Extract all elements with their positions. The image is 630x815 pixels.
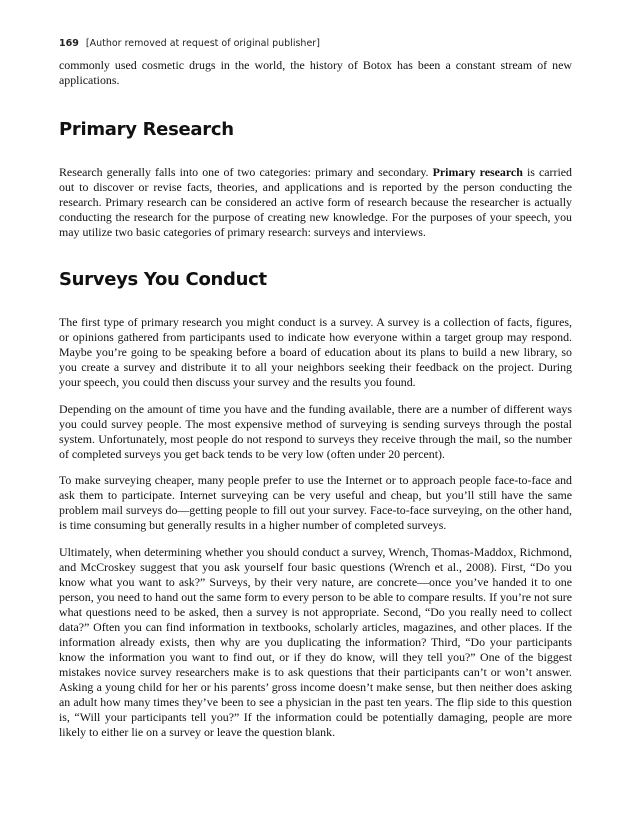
primary-research-paragraph xyxy=(59,165,572,240)
paragraph-text: is carried out to discover or revise facts, theories, and applications and is reported by the person conducting the research. Primary research can be considered an active form of research because the researcher is actually conducting the research for the purpose of creating new knowledge. For the purposes of your speech, you may utilize two basic categories of primary research: surveys and interviews. xyxy=(59,165,572,239)
section-heading-primary-research: Primary Research xyxy=(59,119,234,140)
survey-paragraph-3: To make surveying cheaper, many people prefer to use the Internet or to approach people face-to-face and ask them to participate. Internet surveying can be very useful and cheap, but you’ll still have the same problem mail surveys do—getting people to fill out your survey. Face-to-face surveying, on the other hand, is time consuming but generally results in a higher number of completed surveys. xyxy=(59,473,572,532)
continuation-paragraph: commonly used cosmetic drugs in the world, the history of Botox has been a constant stream of new applications. xyxy=(59,58,572,87)
page-number: 169 xyxy=(59,38,79,49)
survey-paragraph-4: Ultimately, when determining whether you should conduct a survey, Wrench, Thomas-Maddox, Richmond, and McCroskey suggest that you ask yourself four basic questions (Wrench et al., 2008). First, “Do you know what you want to ask?” Surveys, by their very nature, are concrete—once you’ve handed it to one person, you need to hand out the same form to every person to be able to compare results. If you’re not sure what questions need to be asked, then a survey is not appropriate. Second, “Do you really need to collect data?” Often you can find information in textbooks, scholarly articles, magazines, and other places. If the information already exists, then why are you duplicating the information? Third, “Do your participants know the information you want to find out, or if they do know, will they tell you?” One of the biggest mistakes novice survey researchers make is to ask questions that their participants can’t or won’t answer. Asking a young child for her or his parents’ gross income doesn’t make sense, but then neither does asking an adult how many times they’ve been to see a physician in the past ten years. The flip side to this question is, “Will your participants tell you?” If the information could be potentially damaging, people are more likely to either lie on a survey or leave the question blank. xyxy=(59,545,572,739)
section-heading-surveys: Surveys You Conduct xyxy=(59,269,267,290)
survey-paragraph-2: Depending on the amount of time you have and the funding available, there are a number of different ways you could survey people. The most expensive method of surveying is sending surveys through the postal system. Unfortunately, most people do not respond to surveys they receive through the mail, so the number of completed surveys you get back tends to be very low (often under 20 percent). xyxy=(59,402,572,461)
survey-paragraph-1: The first type of primary research you might conduct is a survey. A survey is a collection of facts, figures, or opinions gathered from participants used to indicate how everyone within a target group may respond. Maybe you’re going to be speaking before a board of education about its plans to build a new library, so you create a survey and distribute it to all your neighbors seeking their feedback on the project. During your speech, you could then discuss your survey and the results you found. xyxy=(59,315,572,389)
paragraph-text: Research generally falls into one of two categories: primary and secondary. xyxy=(59,165,433,179)
term-primary-research: Primary research xyxy=(432,165,523,179)
running-header xyxy=(59,38,320,49)
running-title: [Author removed at request of original publisher] xyxy=(85,38,320,49)
